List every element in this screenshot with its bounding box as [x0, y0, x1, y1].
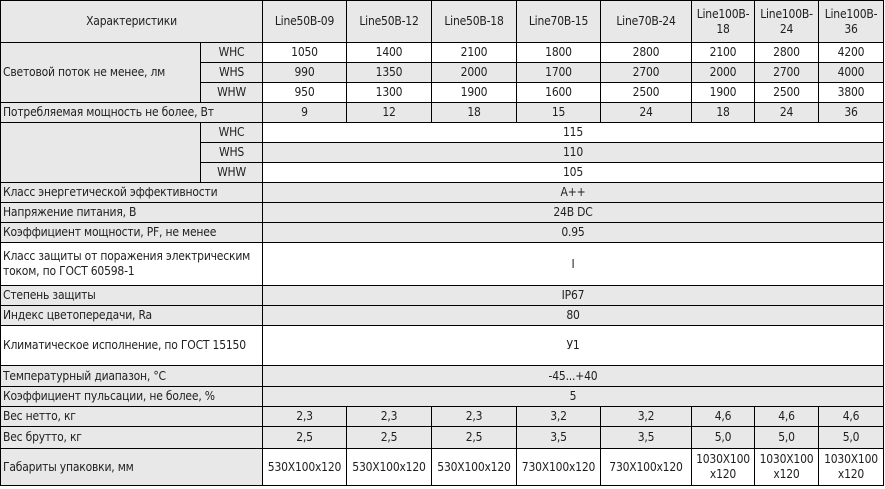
param-value: A++: [263, 183, 884, 203]
variant-label: WHS: [201, 143, 263, 163]
table-cell: 3800: [819, 83, 884, 103]
table-cell: 12: [347, 103, 432, 123]
param-label: Степень защиты: [1, 286, 263, 306]
param-row: [1, 326, 884, 366]
param-value: I: [263, 243, 884, 286]
efficacy-label: [1, 123, 201, 183]
table-cell: 3,5: [601, 427, 692, 449]
table-cell: 530X100x120: [347, 449, 432, 486]
power-row: [1, 103, 884, 123]
param-row: [1, 306, 884, 326]
param-value: 0.95: [263, 223, 884, 243]
param-row: [1, 366, 884, 387]
table-cell: 105: [263, 163, 884, 183]
header-model: Line50B-18: [432, 1, 517, 43]
table-cell: 2,5: [432, 427, 517, 449]
table-cell: 2100: [432, 43, 517, 63]
table-cell: 2700: [601, 63, 692, 83]
header-model: Line100B-24: [755, 1, 819, 43]
table-cell: 18: [432, 103, 517, 123]
param-label: Индекс цветопередачи, Ra: [1, 306, 263, 326]
param-label: Климатическое исполнение, по ГОСТ 15150: [1, 326, 263, 366]
table-cell: 3,2: [601, 407, 692, 427]
table-cell: 3,2: [517, 407, 601, 427]
net-weight-label: Вес нетто, кг: [1, 407, 263, 427]
variant-label: WHC: [201, 43, 263, 63]
header-characteristics: Характеристики: [1, 1, 263, 43]
table-cell: 24: [601, 103, 692, 123]
param-value: 24В DC: [263, 203, 884, 223]
table-cell: 1900: [692, 83, 755, 103]
table-cell: 2100: [692, 43, 755, 63]
param-value: IP67: [263, 286, 884, 306]
table-cell: 2000: [432, 63, 517, 83]
param-label: Напряжение питания, В: [1, 203, 263, 223]
param-value: -45...+40: [263, 366, 884, 387]
table-cell: 2700: [755, 63, 819, 83]
param-row: [1, 183, 884, 203]
table-cell: 4200: [819, 43, 884, 63]
table-cell: 1030X100 x120: [755, 449, 819, 486]
header-row: [1, 1, 884, 43]
table-cell: 530X100x120: [263, 449, 347, 486]
table-cell: 9: [263, 103, 347, 123]
table-cell: 1400: [347, 43, 432, 63]
table-cell: 2800: [755, 43, 819, 63]
variant-label: WHC: [201, 123, 263, 143]
param-value: 80: [263, 306, 884, 326]
table-cell: 15: [517, 103, 601, 123]
table-cell: 5,0: [819, 427, 884, 449]
table-cell: 2,3: [263, 407, 347, 427]
header-model: Line70B-24: [601, 1, 692, 43]
table-cell: 4000: [819, 63, 884, 83]
param-label: Температурный диапазон, °С: [1, 366, 263, 387]
table-cell: 530X100x120: [432, 449, 517, 486]
power-label: Потребляемая мощность не более, Вт: [1, 103, 263, 123]
table-cell: 4,6: [819, 407, 884, 427]
table-cell: 36: [819, 103, 884, 123]
param-row: [1, 286, 884, 306]
table-cell: 2,3: [432, 407, 517, 427]
table-cell: 1350: [347, 63, 432, 83]
table-cell: 730X100x120: [517, 449, 601, 486]
table-cell: 1800: [517, 43, 601, 63]
table-cell: 990: [263, 63, 347, 83]
param-label: Коэффициент пульсации, не более, %: [1, 387, 263, 407]
param-value: 5: [263, 387, 884, 407]
table-cell: 24: [755, 103, 819, 123]
table-cell: 1600: [517, 83, 601, 103]
table-cell: 1030X100 x120: [819, 449, 884, 486]
package-row: [1, 449, 884, 486]
net-weight-row: [1, 407, 884, 427]
param-label: Коэффициент мощности, PF, не менее: [1, 223, 263, 243]
param-row: [1, 243, 884, 286]
variant-label: WHS: [201, 63, 263, 83]
table-cell: 18: [692, 103, 755, 123]
variant-label: WHW: [201, 163, 263, 183]
table-cell: 3,5: [517, 427, 601, 449]
header-model: Line100B-36: [819, 1, 884, 43]
table-cell: 1030X100 x120: [692, 449, 755, 486]
param-row: [1, 203, 884, 223]
table-cell: 1700: [517, 63, 601, 83]
luminous-flux-label: Световой поток не менее, лм: [1, 43, 201, 103]
table-cell: 2500: [755, 83, 819, 103]
gross-weight-label: Вес брутто, кг: [1, 427, 263, 449]
header-model: Line50B-12: [347, 1, 432, 43]
param-label: Класс энергетической эффективности: [1, 183, 263, 203]
table-cell: 2500: [601, 83, 692, 103]
table-cell: 2800: [601, 43, 692, 63]
table-cell: 950: [263, 83, 347, 103]
table-cell: 115: [263, 123, 884, 143]
header-model: Line100B-18: [692, 1, 755, 43]
efficacy-row: [1, 123, 884, 143]
table-cell: 2,5: [263, 427, 347, 449]
header-model: Line70B-15: [517, 1, 601, 43]
package-label: Габариты упаковки, мм: [1, 449, 263, 486]
param-row: [1, 387, 884, 407]
luminous-flux-row: [1, 43, 884, 63]
table-cell: 2,5: [347, 427, 432, 449]
table-cell: 2000: [692, 63, 755, 83]
header-model: Line50B-09: [263, 1, 347, 43]
variant-label: WHW: [201, 83, 263, 103]
table-cell: 1050: [263, 43, 347, 63]
param-value: У1: [263, 326, 884, 366]
gross-weight-row: [1, 427, 884, 449]
table-cell: 4,6: [755, 407, 819, 427]
table-cell: 730X100x120: [601, 449, 692, 486]
table-cell: 1900: [432, 83, 517, 103]
param-row: [1, 223, 884, 243]
table-cell: 110: [263, 143, 884, 163]
table-cell: 5,0: [692, 427, 755, 449]
table-cell: 2,3: [347, 407, 432, 427]
table-cell: 4,6: [692, 407, 755, 427]
param-label: Класс защиты от поражения электрическим током, по ГОСТ 60598-1: [1, 243, 263, 286]
table-cell: 5,0: [755, 427, 819, 449]
table-cell: 1300: [347, 83, 432, 103]
